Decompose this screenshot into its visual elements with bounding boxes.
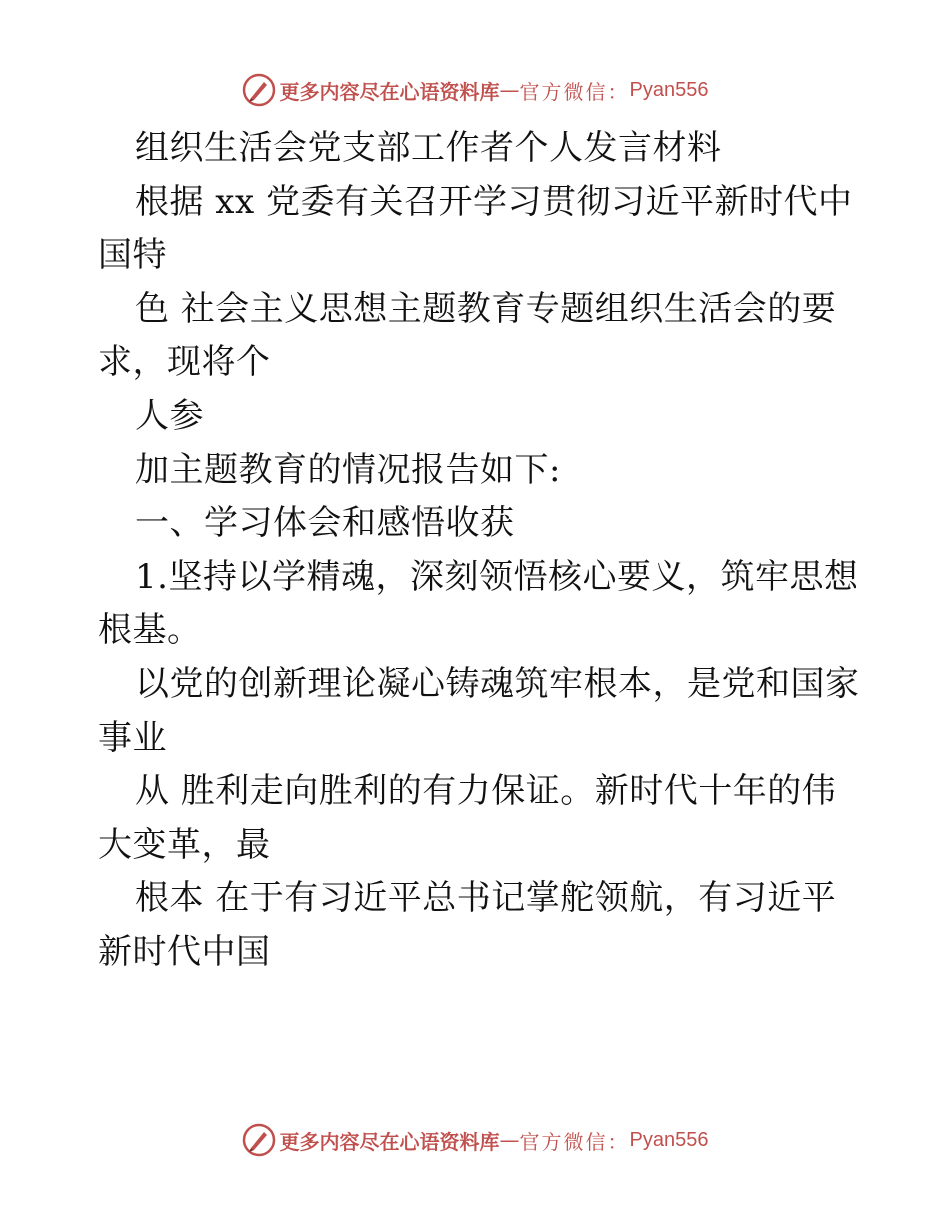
doc-title: 组织生活会党支部工作者个人发言材料: [135, 128, 722, 168]
document-body: [98, 122, 858, 980]
banner-dash: —: [499, 78, 520, 102]
doc-line: 人参: [135, 395, 204, 436]
header-watermark-banner: [0, 72, 950, 108]
banner-dash: —: [499, 1128, 520, 1152]
doc-line: 大变革，最: [98, 824, 271, 865]
doc-line: 新时代中国: [98, 931, 271, 972]
banner-wechat-id: Pyan556: [629, 78, 709, 101]
section-heading: 一、学习体会和感悟收获: [135, 503, 515, 544]
footer-watermark-banner: [0, 1122, 950, 1158]
doc-line: 根基。: [98, 610, 202, 651]
banner-text: 更多内容尽在心语资料库: [279, 1129, 500, 1154]
banner-wechat-label: 官方微信：: [519, 79, 630, 104]
doc-line: 从 胜利走向胜利的有力保证。新时代十年的伟: [135, 771, 837, 812]
doc-line: 事业: [98, 717, 167, 758]
pen-logo-icon: [242, 73, 276, 107]
doc-line: 根据 xx 党委有关召开学习贯彻习近平新时代中: [135, 181, 853, 222]
banner-wechat-id: Pyan556: [629, 1128, 709, 1151]
banner-text: 更多内容尽在心语资料库: [279, 79, 500, 104]
pen-logo-icon: [242, 1123, 276, 1157]
doc-line: 加主题教育的情况报告如下:: [135, 449, 561, 490]
doc-line: 色 社会主义思想主题教育专题组织生活会的要: [135, 288, 837, 329]
doc-line: 国特: [98, 235, 167, 276]
banner-wechat-label: 官方微信：: [519, 1129, 630, 1154]
doc-line: 求，现将个: [98, 342, 271, 383]
doc-line: 根本 在于有习近平总书记掌舵领航，有习近平: [135, 878, 837, 919]
subsection-heading: 1.坚持以学精魂，深刻领悟核心要义，筑牢思想: [135, 556, 859, 597]
doc-line: 以党的创新理论凝心铸魂筑牢根本，是党和国家: [135, 663, 860, 704]
